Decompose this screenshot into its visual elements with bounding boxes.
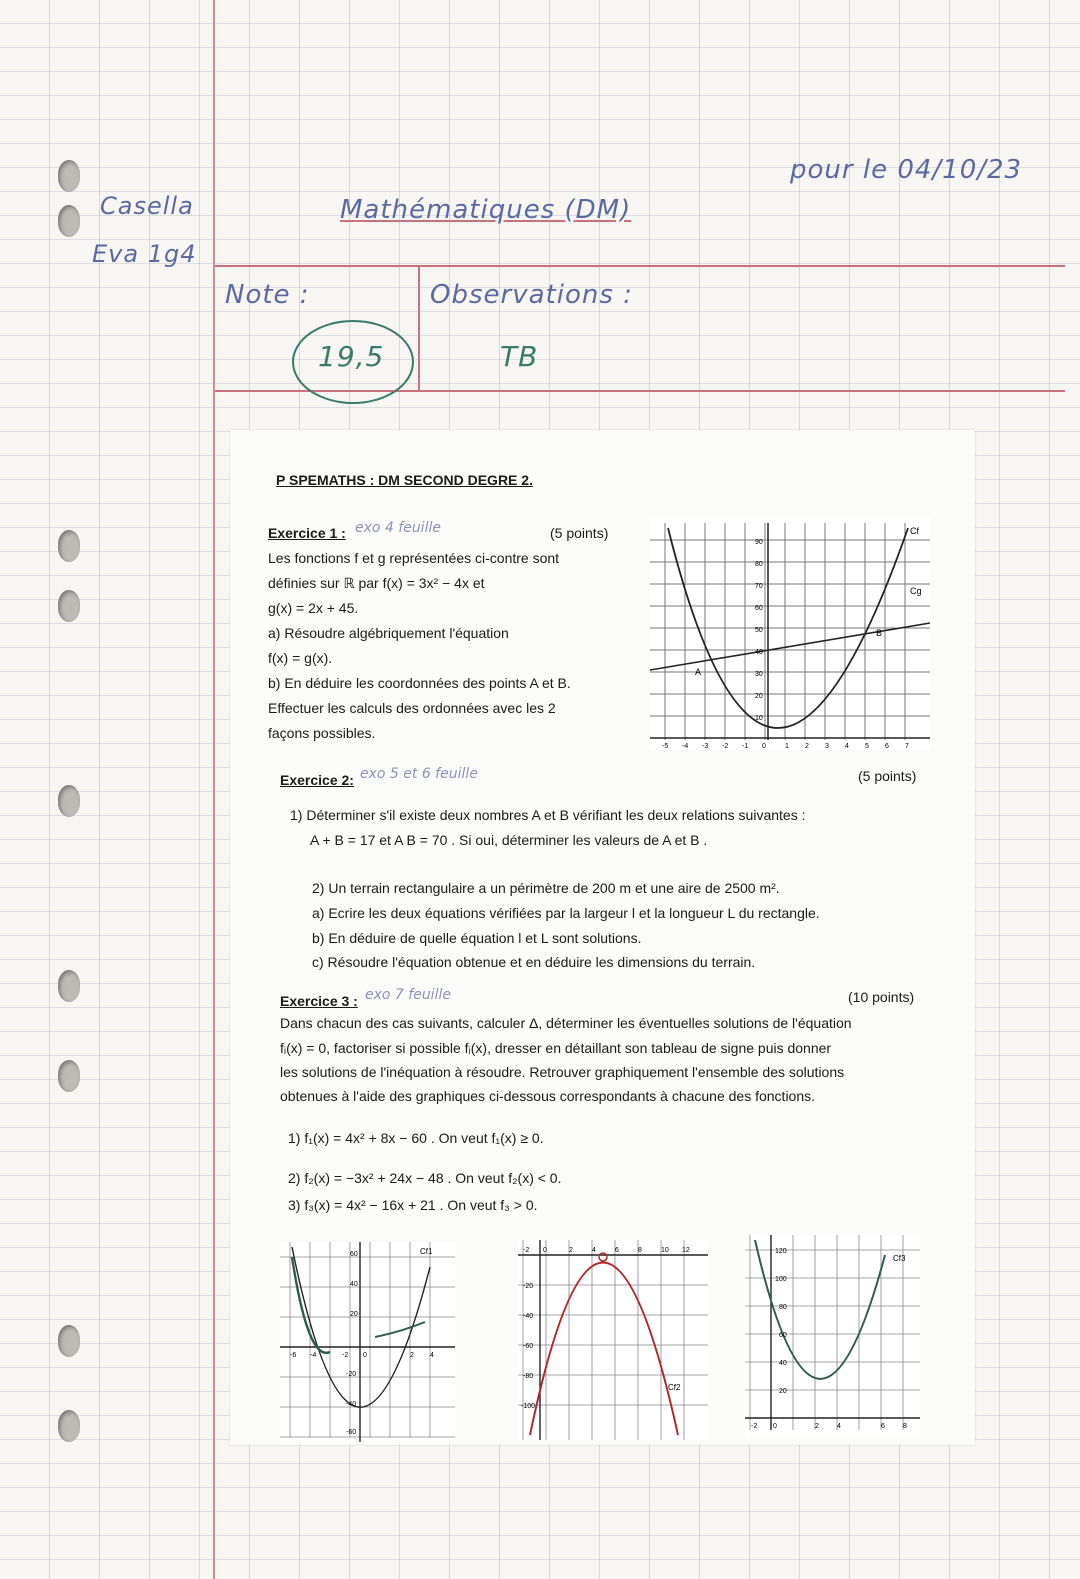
grade-box-divider [418,265,420,392]
y-tick: -40 [523,1313,534,1320]
ex1-line: b) En déduire les coordonnées des points A et B. [268,675,571,691]
curve-label: Cf3 [893,1254,906,1263]
ex1-line: Effectuer les calculs des ordonnées avec les 2 [268,700,556,716]
binder-hole [58,205,80,237]
x-tick: 2 [805,743,809,750]
ex3-pen-note: exo 7 feuille [365,987,451,1003]
x-tick: -2 [722,743,729,750]
x-tick: 10 [661,1247,669,1254]
point-label-b: B [876,628,883,638]
ex2-q2-line: a) Ecrire les deux équations vérifiées par la largeur l et la longueur L du rectangle. [312,905,820,921]
curve-label: Cf2 [668,1383,681,1392]
y-tick: 70 [755,583,763,590]
binder-hole [58,160,80,192]
ex3-heading: Exercice 3 : [280,993,358,1009]
ex3-line: obtenues à l'aide des graphiques ci-dessous correspondants à chacune des fonctions. [280,1088,816,1104]
x-tick: 0 [543,1247,547,1254]
x-tick: 3 [825,743,829,750]
x-tick: 0 [773,1423,777,1430]
y-tick: 20 [755,693,763,700]
ex2-q2-line: b) En déduire de quelle équation l et L sont solutions. [312,930,642,946]
ex1-line: a) Résoudre algébriquement l'équation [268,625,509,641]
y-tick: 80 [755,561,763,568]
x-tick: -4 [682,743,689,750]
x-tick: 8 [903,1423,907,1430]
y-tick: -20 [523,1283,534,1290]
x-tick: 2 [569,1247,573,1254]
ex1-line: Les fonctions f et g représentées ci-contre sont [268,550,560,566]
x-tick: 0 [762,743,766,750]
y-tick: -60 [523,1343,534,1350]
ex2-pen-note: exo 5 et 6 feuille [360,766,478,782]
ex3-line: fᵢ(x) = 0, factoriser si possible fᵢ(x), dresser en détaillant son tableau de signe puis donner [280,1040,832,1056]
ex2-q1-line2: A + B = 17 et A B = 70 . Si oui, déterminer les valeurs de A et B . [310,832,708,848]
x-tick: -2 [342,1352,349,1359]
x-tick: -4 [310,1352,317,1359]
ex1-points: (5 points) [550,525,609,541]
y-tick: 40 [779,1360,787,1367]
curve-label-cf: Cf [910,526,919,536]
binder-hole [58,590,80,622]
y-tick: 40 [350,1281,358,1288]
y-tick: 80 [779,1304,787,1311]
graph-cf2 [518,1240,708,1440]
due-date: pour le 04/10/23 [790,155,1023,185]
x-tick: 4 [592,1247,596,1254]
x-tick: 4 [430,1352,434,1359]
y-tick: 20 [350,1311,358,1318]
ex2-q2-line: 2) Un terrain rectangulaire a un périmètre de 200 m et une aire de 2500 m². [312,880,780,896]
y-tick: -100 [521,1403,536,1410]
x-tick: -3 [702,743,709,750]
x-tick: -6 [290,1352,297,1359]
y-tick: -60 [346,1429,357,1436]
student-last-name: Casella [100,192,194,220]
y-tick: 50 [755,627,763,634]
teacher-comment: TB [500,340,539,373]
ex1-pen-note: exo 4 feuille [355,520,441,536]
x-tick: 8 [638,1247,642,1254]
y-tick: 60 [755,605,763,612]
binder-hole [58,1410,80,1442]
x-tick: -1 [742,743,749,750]
curve-label: Cf1 [420,1247,433,1256]
ex2-points: (5 points) [858,768,917,784]
y-tick: 20 [779,1388,787,1395]
ex3-line: les solutions de l'inéquation à résoudre. Retrouver graphiquement l'ensemble des solutions [280,1064,845,1080]
x-tick: 12 [682,1247,690,1254]
ex3-item: 3) f₃(x) = 4x² − 16x + 21 . On veut f₃ > 0. [288,1197,538,1213]
printed-assignment-sheet [230,430,975,1445]
ex3-item: 2) f₂(x) = −3x² + 24x − 48 . On veut f₂(x) < 0. [288,1170,562,1186]
y-tick: 60 [350,1251,358,1258]
ex3-points: (10 points) [848,989,915,1005]
x-tick: 6 [615,1247,619,1254]
binder-hole [58,530,80,562]
graph-cf1 [280,1242,455,1442]
y-tick: 10 [755,715,763,722]
y-tick: -40 [346,1401,357,1408]
ex1-heading: Exercice 1 : [268,525,346,541]
student-first-name-class: Eva 1g4 [92,240,197,268]
x-tick: -2 [523,1247,530,1254]
ex1-line: g(x) = 2x + 45. [268,600,359,616]
note-label: Note : [225,280,310,310]
binder-hole [58,970,80,1002]
binder-hole [58,1060,80,1092]
x-tick: 2 [410,1352,414,1359]
x-tick: 6 [881,1423,885,1430]
x-tick: 5 [865,743,869,750]
ex2-q2-line: c) Résoudre l'équation obtenue et en déduire les dimensions du terrain. [312,954,756,970]
y-tick: -20 [346,1371,357,1378]
x-tick: 7 [905,743,909,750]
ex3-item: 1) f₁(x) = 4x² + 8x − 60 . On veut f₁(x) ≥ 0. [288,1130,544,1146]
subject-title: Mathématiques (DM) [340,195,632,225]
x-tick: 4 [845,743,849,750]
observations-label: Observations : [430,280,633,310]
ex1-line: définies sur ℝ par f(x) = 3x² − 4x et [268,575,485,591]
y-tick: 60 [779,1332,787,1339]
x-tick: 4 [837,1423,841,1430]
x-tick: 0 [363,1352,367,1359]
doc-title: P SPEMATHS : DM SECOND DEGRE 2. [276,472,533,488]
y-tick: 90 [755,539,763,546]
x-tick: 2 [815,1423,819,1430]
binder-hole [58,785,80,817]
ex1-line: f(x) = g(x). [268,650,333,666]
y-tick: -80 [523,1373,534,1380]
graph-cf3 [745,1235,920,1435]
y-tick: 100 [775,1276,787,1283]
x-tick: 6 [885,743,889,750]
grade-value: 19,5 [318,340,385,373]
x-tick: 1 [785,743,789,750]
graph-f-g [650,518,930,750]
x-tick: -5 [662,743,669,750]
y-tick: 40 [755,649,763,656]
x-tick: -2 [751,1423,758,1430]
ex2-heading: Exercice 2: [280,772,354,788]
point-label-a: A [695,667,702,677]
y-tick: 30 [755,671,763,678]
ex2-q1-line1: 1) Déterminer s'il existe deux nombres A et B vérifiant les deux relations suivantes : [290,807,806,823]
binder-hole [58,1325,80,1357]
ex1-line: façons possibles. [268,725,376,741]
y-tick: 120 [775,1248,787,1255]
curve-label-cg: Cg [910,586,922,596]
grade-box-top-line [215,265,1065,267]
ex3-line: Dans chacun des cas suivants, calculer Δ, déterminer les éventuelles solutions de l'équation [280,1015,852,1031]
margin-line [213,0,215,1579]
